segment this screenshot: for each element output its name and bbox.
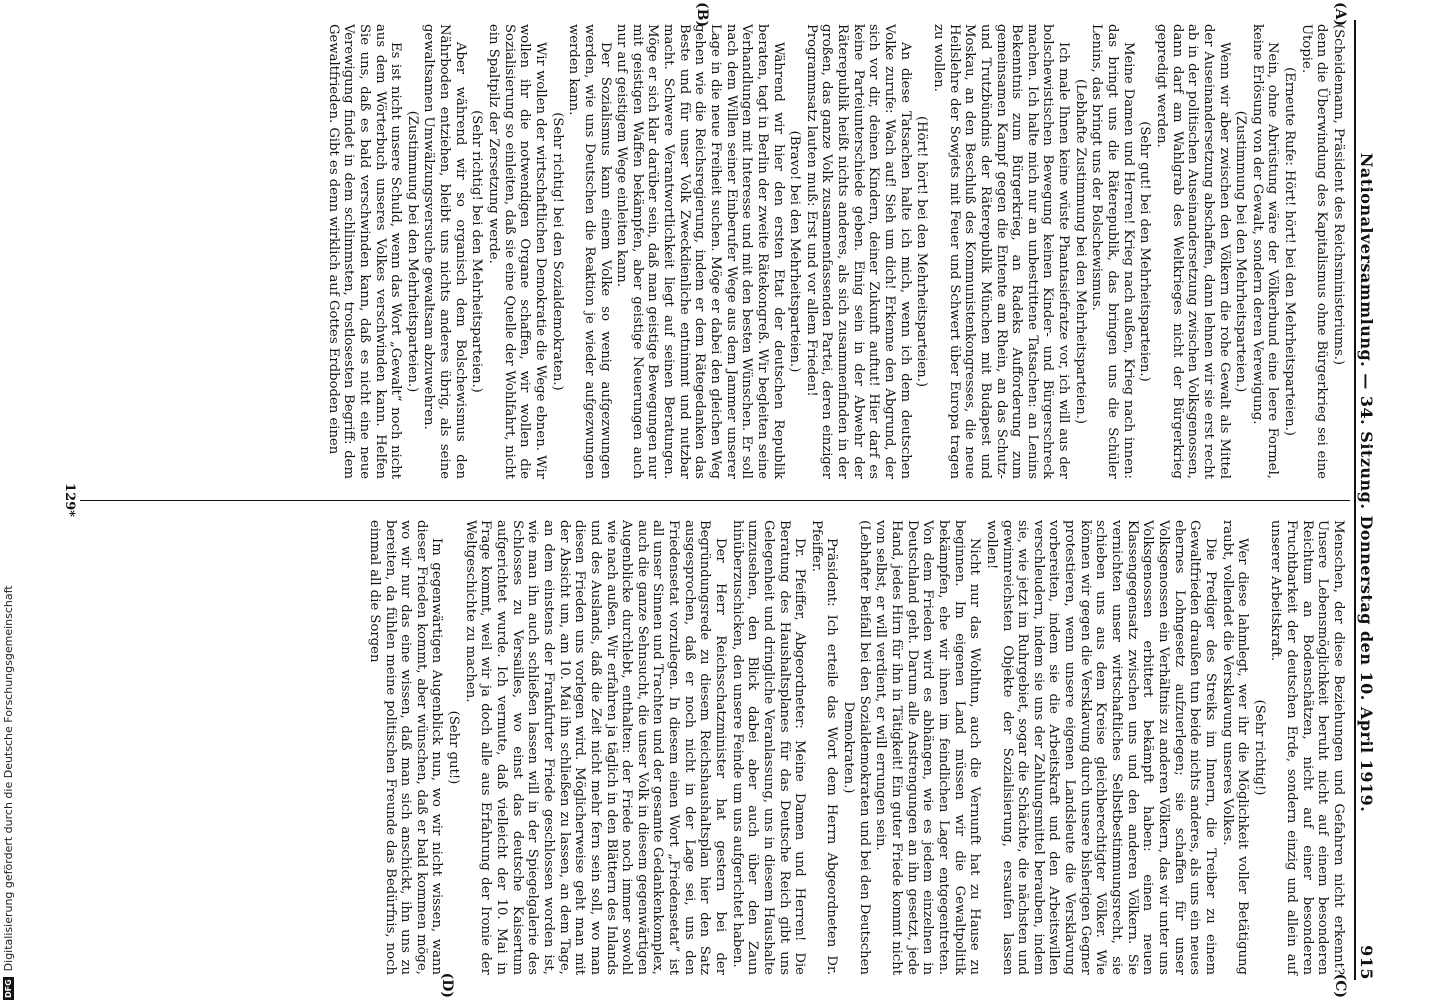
- left-column-paragraph: Nein, ohne Abrüstung wäre der Völkerbund eine leere Formel, keine Erlösung von der Gewalt, sondern deren Verewigung.: [1249, 24, 1281, 479]
- left-column-paragraph: (Sehr richtig! bei den Mehrheitsparteien.): [469, 110, 485, 393]
- left-column-paragraph: An diese Tatsachen halte ich mich, wenn ich dem deutschen Volke zurufe: Wach auf! Sieh um dich! Erkenne den Abgrund, der sich vor dir, deinen Kindern, deiner Zukunft auftut! Hier darf es keine Parteiunterschiede geben. Einig sein in der Abwehr der Räterepublik heißt nichts anderes, als sich zusammenfinden in der großen, das ganze Volk zusammenfassenden Partei, deren einziger Programmsatz lauten muß: Erst und vor allem Frieden!: [803, 24, 913, 479]
- left-column-paragraph: Wir wollen der wirtschaftlichen Demokratie die Wege ebnen. Wir wollen ihr die notwendigen Organe schaffen, wir wollen die Sozialisierung so einleiten, daß sie eine Quelle der Wohlfahrt, nicht ein Spaltpilz der Zersetzung werde.: [486, 24, 548, 479]
- margin-marker-b: (B): [694, 2, 710, 28]
- right-column-paragraph: (Sehr gut!): [446, 710, 462, 785]
- right-column-paragraph: (Sehr richtig!): [1251, 699, 1267, 796]
- dfg-logo: DFG: [3, 979, 13, 998]
- left-column-paragraph: Aber während wir so organisch dem Bolschewismus den Nährboden entziehen, bleibt uns nichts anderes übrig, als seine gewaltsamen Umwälzungsversuche gewaltsam abzuwehren.: [421, 24, 468, 479]
- right-column-paragraph: Präsident: Ich erteile das Wort dem Herrn Abgeordneten Dr. Pfeiffer.: [808, 520, 840, 975]
- left-column-paragraph: denn die Überwindung des Kapitalismus ohne Bürgerkrieg sei eine Utopie.: [1298, 24, 1330, 479]
- right-column: [365, 520, 1346, 975]
- left-column-paragraph: (Zustimmung bei den Mehrheitsparteien.): [404, 110, 420, 393]
- left-column-paragraph: Während wir hier den ersten Etat der deutschen Republik beraten, tagt in Berlin der zweite Rätekongreß. Wir begleiten seine Verhandlungen mit Interesse und mit den besten Wünschen. Er soll nach dem Willen seiner Einberufer Wege aus dem Jammer unserer Lage in die neue Freiheit suchen. Möge er dabei den gleichen Weg gehen wie die Reichsregierung, indem er dem Rätegedanken das Beste und für unser Volk Zweckdienliche entnimmt und nutzbar macht. Schwere Verantwortlichkeit liegt auf seinen Beratungen. Möge er sich klar darüber sein, daß man geistige Bewegungen nur mit geistigen Waffen bekämpfen, aber geistige Neuerungen auch nur auf geistigem Wege einleiten kann.: [614, 24, 786, 479]
- footer-page-number: 129*: [62, 483, 78, 517]
- left-column-paragraph: Der Sozialismus kann einem Volke so wenig aufgezwungen werden, wie uns Deutschen die Reaktion je wieder aufgezwungen werden kann.: [566, 24, 613, 479]
- left-column: [324, 24, 1346, 479]
- margin-marker-a: (A): [1332, 2, 1348, 27]
- right-column-paragraph: Die Prediger des Streiks im Innern, die Treiber zu einem Gewaltfrieden draußen tun beide nichts anderes, als uns ein neues ehernes Lohngesetz aufzuerlegen; sie schaffen für unser Volksgenossen ein Verhältnis zu anderen Völkern, das wir unter uns Volksgenossen erbittert bekämpft haben: einen neuen Klassengegensatz zwischen uns und den anderen Völkern. Sie vernichten unser wirtschaftliches Selbstbestimmungsrecht, sie schieben uns aus dem Kreise gleichberechtigter Völker. Wie können wir gegen die Versklavung durch unsere bisherigen Gegner protestieren, wenn unsere eigenen Landsleute die Versklavung vorbereiten, indem sie die Arbeitskraft und den Arbeitswillen verschleudern, indem sie uns der Zahlungsmittel berauben, indem sie, wie jetzt im Ruhrgebiet, sogar die Schächte, die nächsten und gewinnreichsten Objekte der Sozialisierung, ersaufen lassen wollen!: [983, 520, 1218, 975]
- page-header: [1354, 20, 1382, 980]
- left-column-paragraph: (Sehr gut! bei den Mehrheitsparteien.): [1137, 121, 1153, 382]
- side-credit-text: Digitalisierung gefördert durch die Deutsche Forschungsgemeinschaft: [1, 585, 15, 972]
- margin-marker-c: (C): [1332, 973, 1348, 998]
- side-credit: [0, 0, 18, 1000]
- left-column-paragraph: Es ist nicht unsere Schuld, wenn das Wort „Gewalt“ noch nicht aus dem Wörterbuch unseres Volkes verschwinden kann. Helfen Sie uns, daß es bald verschwinden kann, daß es nicht eine neue Verewigung findet in dem schlimmsten, trostlosesten Begriff: dem Gewaltfrieden. Gibt es denn wirklich auf Gottes Erdboden einen: [325, 24, 404, 479]
- right-column-paragraph: Nicht nur das Wohltun, auch die Vernunft hat zu Hause zu beginnen. Im eigenen Land müssen wir die Gewaltpolitik bekämpfen, ehe wir ihnen im feindlichen Lager entgegentreten. Von dem Frieden wird es abhängen, wie es jedem einzelnen in Deutschland geht. Darum alle Anstrengungen an ihn gesetzt, jede Hand, jedes Hirn für ihn in Tätigkeit! Ein guter Friede kommt nicht von selbst, er will verdient, er will errungen sein.: [873, 520, 983, 975]
- right-column-paragraph: Dr. Pfeiffer, Abgeordneter: Meine Damen und Herren! Die Beratung des Haushaltsplanes für das Deutsche Reich gibt uns Gelegenheit und dringliche Veranlassung, uns in diesem Haushalte umzusehen, den Blick dabei aber auch über den Zaun hinüberzuschicken, den unsere Feinde um uns aufgerichtet haben.: [729, 520, 808, 975]
- left-column-paragraph: (Erneute Rufe: Hört! hört! bei den Mehrheitsparteien.): [1282, 67, 1298, 436]
- left-column-paragraph: Ich male Ihnen keine wüste Phantasiefratze vor, ich will aus der bolschewistischen Bewegung keinen Kinder- und Bürgerschreck machen. Ich halte mich nur an unbestrittene Tatsachen: an Lenins Bekenntnis zum Bürgerkrieg, an Radeks Aufforderung zum gemeinsamen Kampf gegen die Entente am Rhein, an das Schutz- und Trutzbündnis der Räterepublik München mit Budapest und Moskau, an den Beschluß des Kommunistenkongresses, die neue Heilslehre der Sowjets mit Feuer und Schwert über Europa tragen zu wollen.: [930, 24, 1072, 479]
- margin-marker-d: (D): [439, 972, 455, 998]
- left-column-paragraph: (Scheidemann, Präsident des Reichsministeriums.): [1331, 24, 1346, 366]
- column-divider: [80, 500, 1350, 501]
- left-column-paragraph: (Hört! hört! bei den Mehrheitsparteien.): [914, 115, 930, 388]
- page-header-number: 915: [1356, 945, 1376, 980]
- right-column-paragraph: Der Herr Reichsschatzminister hat gestern bei der Begründungsrede zu diesem Reichshaushaltsplan hier den Satz ausgesprochen, daß er noch nicht in der Lage sei, uns den Friedensetat vorzulegen. In diesem einen Wort „Friedensetat“ ist all unser Sinnen und Trachten und der gesamte Gedankenkomplex, auch die ganze Sehnsucht, die unser Volk in diesem gegenwärtigen Augenblicke durchlebt, enthalten: der Friede noch immer sowohl wie nach außen. Wir erfahren ja täglich in den Blättern des Inlands und des Auslands, daß die Zeit nicht mehr fern sein soll, wo man diesen Frieden uns vorlegen wird. Möglicherweise geht man mit der Absicht um, am 10. Mai ihn schließen zu lassen, an dem Tage, an dem einstens der Frankfurter Friede geschlossen worden ist, wie man ihn auch schließen lassen will in der Spiegelgalerie des Schlosses zu Versailles, wo einst das deutsche Kaisertum aufgerichtet wurde. Ich vermute, daß vielleicht der 10. Mai in Frage kommt, weil wir ja doch alle aus Erfahrung der Ironie der Weltgeschichte zu machen.: [462, 520, 729, 975]
- right-column-paragraph: Menschen, der diese Beziehungen und Gefahren nicht erkennt? Unsere Lebensmöglichkeit beruht nicht auf einem besonderen Reichtum an Bodenschätzen, nicht auf einer besonderen Fruchtbarkeit der deutschen Erde, sondern einzig und allein auf unserer Arbeitskraft.: [1268, 520, 1346, 975]
- left-column-paragraph: (Zustimmung bei den Mehrheitsparteien.): [1233, 110, 1249, 393]
- left-column-paragraph: (Lebhafte Zustimmung bei den Mehrheitsparteien.): [1072, 78, 1088, 425]
- right-column-paragraph: Im gegenwärtigen Augenblick nun, wo wir nicht wissen, wann dieser Frieden kommt, aber wünschen, daß er bald kommen möge, wo wir nur das eine wissen, daß man sich anschickt, ihn uns zu bereiten, da fühlen meine politischen Freunde das Bedürfnis, noch einmal all die Sorgen: [366, 520, 445, 975]
- left-column-paragraph: (Sehr richtig! bei den Sozialdemokraten.): [549, 112, 565, 391]
- document-page: [60, 0, 1390, 1000]
- right-column-paragraph: (Lebhafter Beifall bei den Sozialdemokraten und bei den Deutschen Demokraten.): [841, 520, 872, 975]
- page-header-title: Nationalversammlung. — 34. Sitzung. Donnerstag den 10. April 1919.: [1356, 152, 1376, 813]
- left-column-paragraph: (Bravo! bei den Mehrheitsparteien.): [787, 130, 803, 373]
- left-column-paragraph: Meine Damen und Herren! Krieg nach außen, Krieg nach innen: das bringt uns die Räterepublik, das bringen uns die Schüler Lenins, das bringt uns der Bolschewismus.: [1089, 24, 1136, 479]
- right-column-paragraph: Wer diese lahmlegt, wer ihr die Möglichkeit voller Betätigung raubt, vollendet die Versklavung unseres Volkes.: [1219, 520, 1251, 975]
- left-column-paragraph: Wenn wir aber zwischen den Völkern die rohe Gewalt als Mittel der Auseinandersetzung abschaffen, dann lehnen wir sie erst recht ab in der politischen Auseinandersetzung zwischen Volksgenossen, dann darf am Wahlgrab des Weltkrieges nicht der Bürgerkrieg gepredigt werden.: [1153, 24, 1232, 479]
